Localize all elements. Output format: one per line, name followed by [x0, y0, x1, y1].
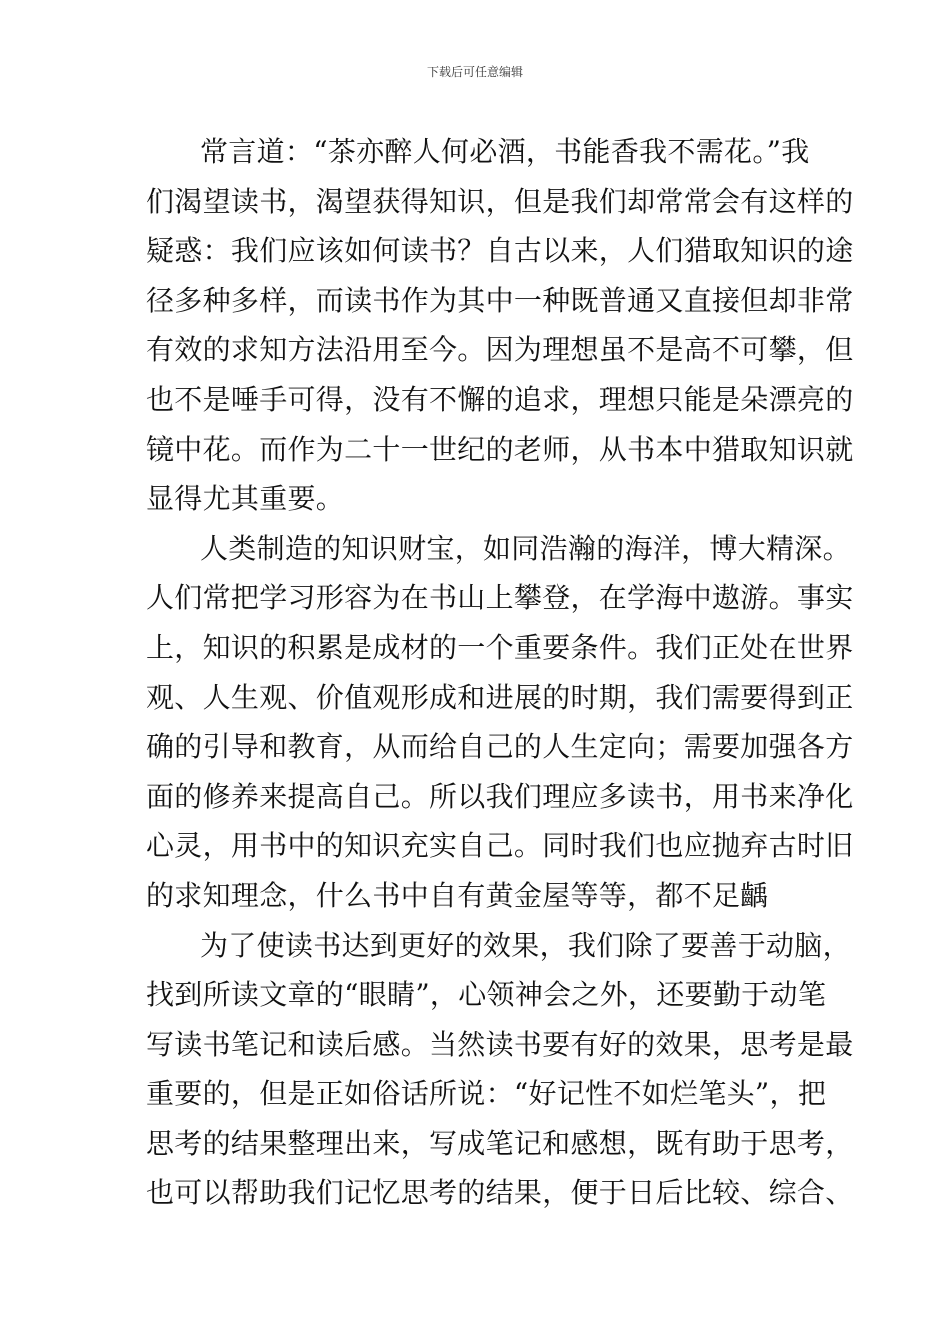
text-line: 的求知理念，什么书中自有黄金屋等等，都不足齲: [146, 878, 769, 912]
text-line: 观、人生观、价值观形成和进展的时期，我们需要得到正: [146, 680, 854, 714]
page-header: 下载后可任意编辑: [426, 65, 523, 79]
text-line: 也可以帮助我们记忆思考的结果，便于日后比较、综合、: [146, 1176, 854, 1210]
text-line: 确的引导和教育，从而给自己的人生定向；需要加强各方: [146, 730, 854, 764]
text-line: 显得尤其重要。: [146, 482, 345, 516]
text-line: 们渴望读书，渴望获得知识，但是我们却常常会有这样的: [146, 184, 854, 218]
paragraph-first-line: 人类制造的知识财宝，如同浩瀚的海洋，博大精深。: [200, 531, 851, 565]
text-line: 思考的结果整理出来，写成笔记和感想，既有助于思考，: [146, 1126, 854, 1160]
text-line: 也不是唾手可得，没有不懈的追求，理想只能是朵漂亮的: [146, 382, 854, 416]
text-line: 重要的，但是正如俗话所说：“好记性不如烂笔头”，把: [146, 1077, 827, 1111]
paragraph-first-line: 为了使读书达到更好的效果，我们除了要善于动脑，: [200, 928, 851, 962]
text-line: 有效的求知方法沿用至今。因为理想虽不是高不可攀，但: [146, 333, 854, 367]
text-line: 面的修养来提高自己。所以我们理应多读书，用书来净化: [146, 779, 854, 813]
text-line: 上，知识的积累是成材的一个重要条件。我们正处在世界: [146, 630, 854, 664]
text-line: 找到所读文章的“眼睛”，心领神会之外，还要勤于动笔: [146, 978, 827, 1012]
text-line: 径多种多样，而读书作为其中一种既普通又直接但却非常: [146, 283, 854, 317]
document-body: [146, 127, 854, 1218]
text-line: 人们常把学习形容为在书山上攀登，在学海中遨游。事实: [146, 581, 854, 615]
text-line: 心灵，用书中的知识充实自己。同时我们也应抛弃古时旧: [146, 829, 854, 863]
paragraph-first-line: 常言道：“茶亦醉人何必酒，书能香我不需花。”我: [200, 135, 810, 168]
text-line: 镜中花。而作为二十一世纪的老师，从书本中猎取知识就: [146, 432, 854, 466]
text-line: 疑惑：我们应该如何读书？自古以来，人们猎取知识的途: [146, 234, 854, 268]
text-line: 写读书笔记和读后感。当然读书要有好的效果，思考是最: [146, 1027, 854, 1061]
